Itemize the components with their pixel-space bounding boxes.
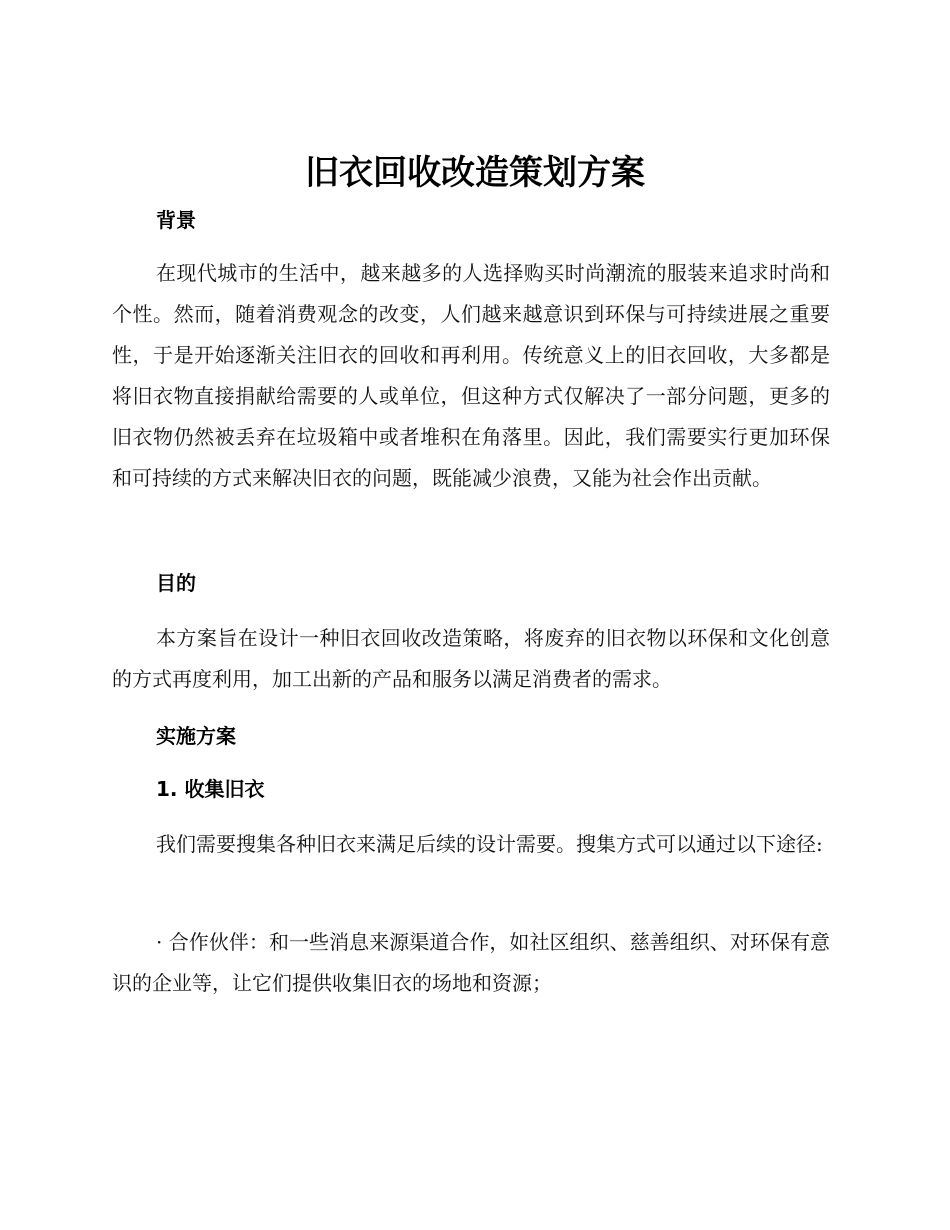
bullet-item-partners: · 合作伙伴：和一些消息来源渠道合作，如社区组织、慈善组织、对环保有意识的企业等，让它们提供收集旧衣的场地和资源； xyxy=(112,930,830,995)
document-title: 旧衣回收改造策划方案 xyxy=(305,153,645,193)
paragraph-collect-methods: 我们需要搜集各种旧衣来满足后续的设计需要。搜集方式可以通过以下途径: xyxy=(156,832,823,856)
subheading-collect-clothes: 1. 收集旧衣 xyxy=(156,777,265,801)
section-heading-purpose: 目的 xyxy=(156,571,196,595)
paragraph-purpose: 本方案旨在设计一种旧衣回收改造策略，将废弃的旧衣物以环保和文化创意的方式再度利用，加工出新的产品和服务以满足消费者的需求。 xyxy=(112,626,830,691)
section-heading-background: 背景 xyxy=(156,208,196,232)
section-heading-implementation: 实施方案 xyxy=(156,724,236,748)
paragraph-background: 在现代城市的生活中，越来越多的人选择购买时尚潮流的服装来追求时尚和个性。然而，随着消费观念的改变，人们越来越意识到环保与可持续进展之重要性，于是开始逐渐关注旧衣的回收和再利用。传统意义上的旧衣回收，大多都是将旧衣物直接捐献给需要的人或单位，但这种方式仅解决了一部分问题，更多的旧衣物仍然被丢弃在垃圾箱中或者堆积在角落里。因此，我们需要实行更加环保和可持续的方式来解决旧衣的问题，既能减少浪费，又能为社会作出贡献。 xyxy=(112,261,830,490)
